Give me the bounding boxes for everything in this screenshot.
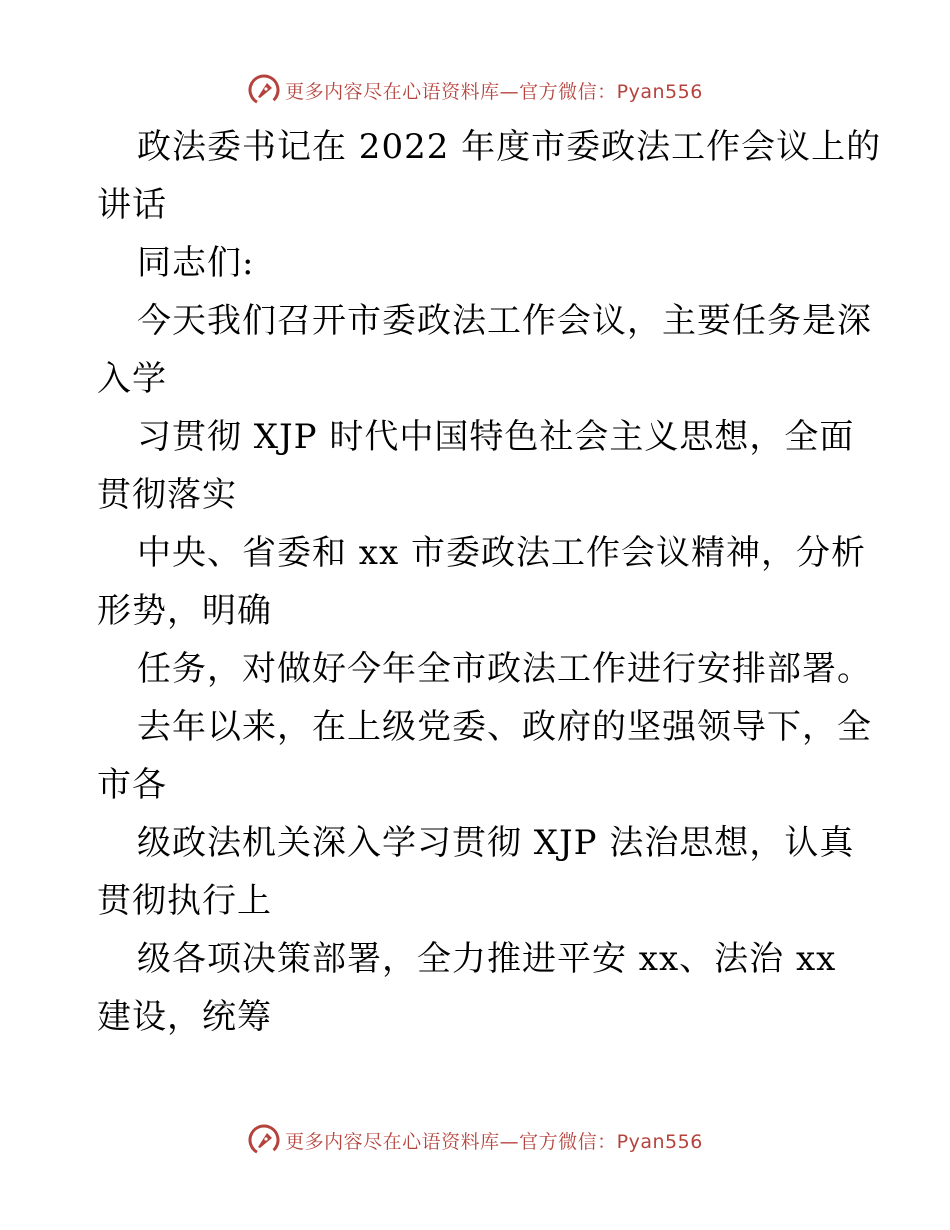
pen-nib-logo-icon — [247, 73, 281, 107]
text-line: 贯彻执行上 — [97, 881, 272, 921]
text-line: 建设，统筹 — [97, 997, 272, 1037]
text-line: 任务，对做好今年全市政法工作进行安排部署。 — [137, 649, 872, 689]
text-line: 同志们: — [137, 243, 255, 283]
document-body — [97, 118, 882, 1046]
text-line: 今天我们召开市委政法工作会议，主要任务是深 — [137, 301, 872, 341]
watermark-banner-top — [0, 70, 950, 110]
watermark-banner-bottom — [0, 1120, 950, 1160]
text-line: 贯彻落实 — [97, 475, 237, 515]
watermark-text: 更多内容尽在心语资料库—官方微信：Pyan556 — [285, 1130, 703, 1153]
text-line: 入学 — [97, 359, 167, 399]
text-line: 市各 — [97, 765, 167, 805]
watermark-text: 更多内容尽在心语资料库—官方微信：Pyan556 — [285, 80, 703, 103]
text-line: 习贯彻 XJP 时代中国特色社会主义思想，全面 — [137, 417, 855, 457]
text-line: 级政法机关深入学习贯彻 XJP 法治思想，认真 — [137, 823, 855, 863]
text-line: 中央、省委和 xx 市委政法工作会议精神，分析 — [137, 533, 866, 573]
text-line: 讲话 — [97, 185, 167, 225]
text-line: 政法委书记在 2022 年度市委政法工作会议上的 — [137, 127, 882, 167]
text-line: 级各项决策部署，全力推进平安 xx、法治 xx — [137, 939, 837, 979]
text-line: 形势，明确 — [97, 591, 272, 631]
pen-nib-logo-icon — [247, 1123, 281, 1157]
text-line: 去年以来，在上级党委、政府的坚强领导下，全 — [137, 707, 872, 747]
